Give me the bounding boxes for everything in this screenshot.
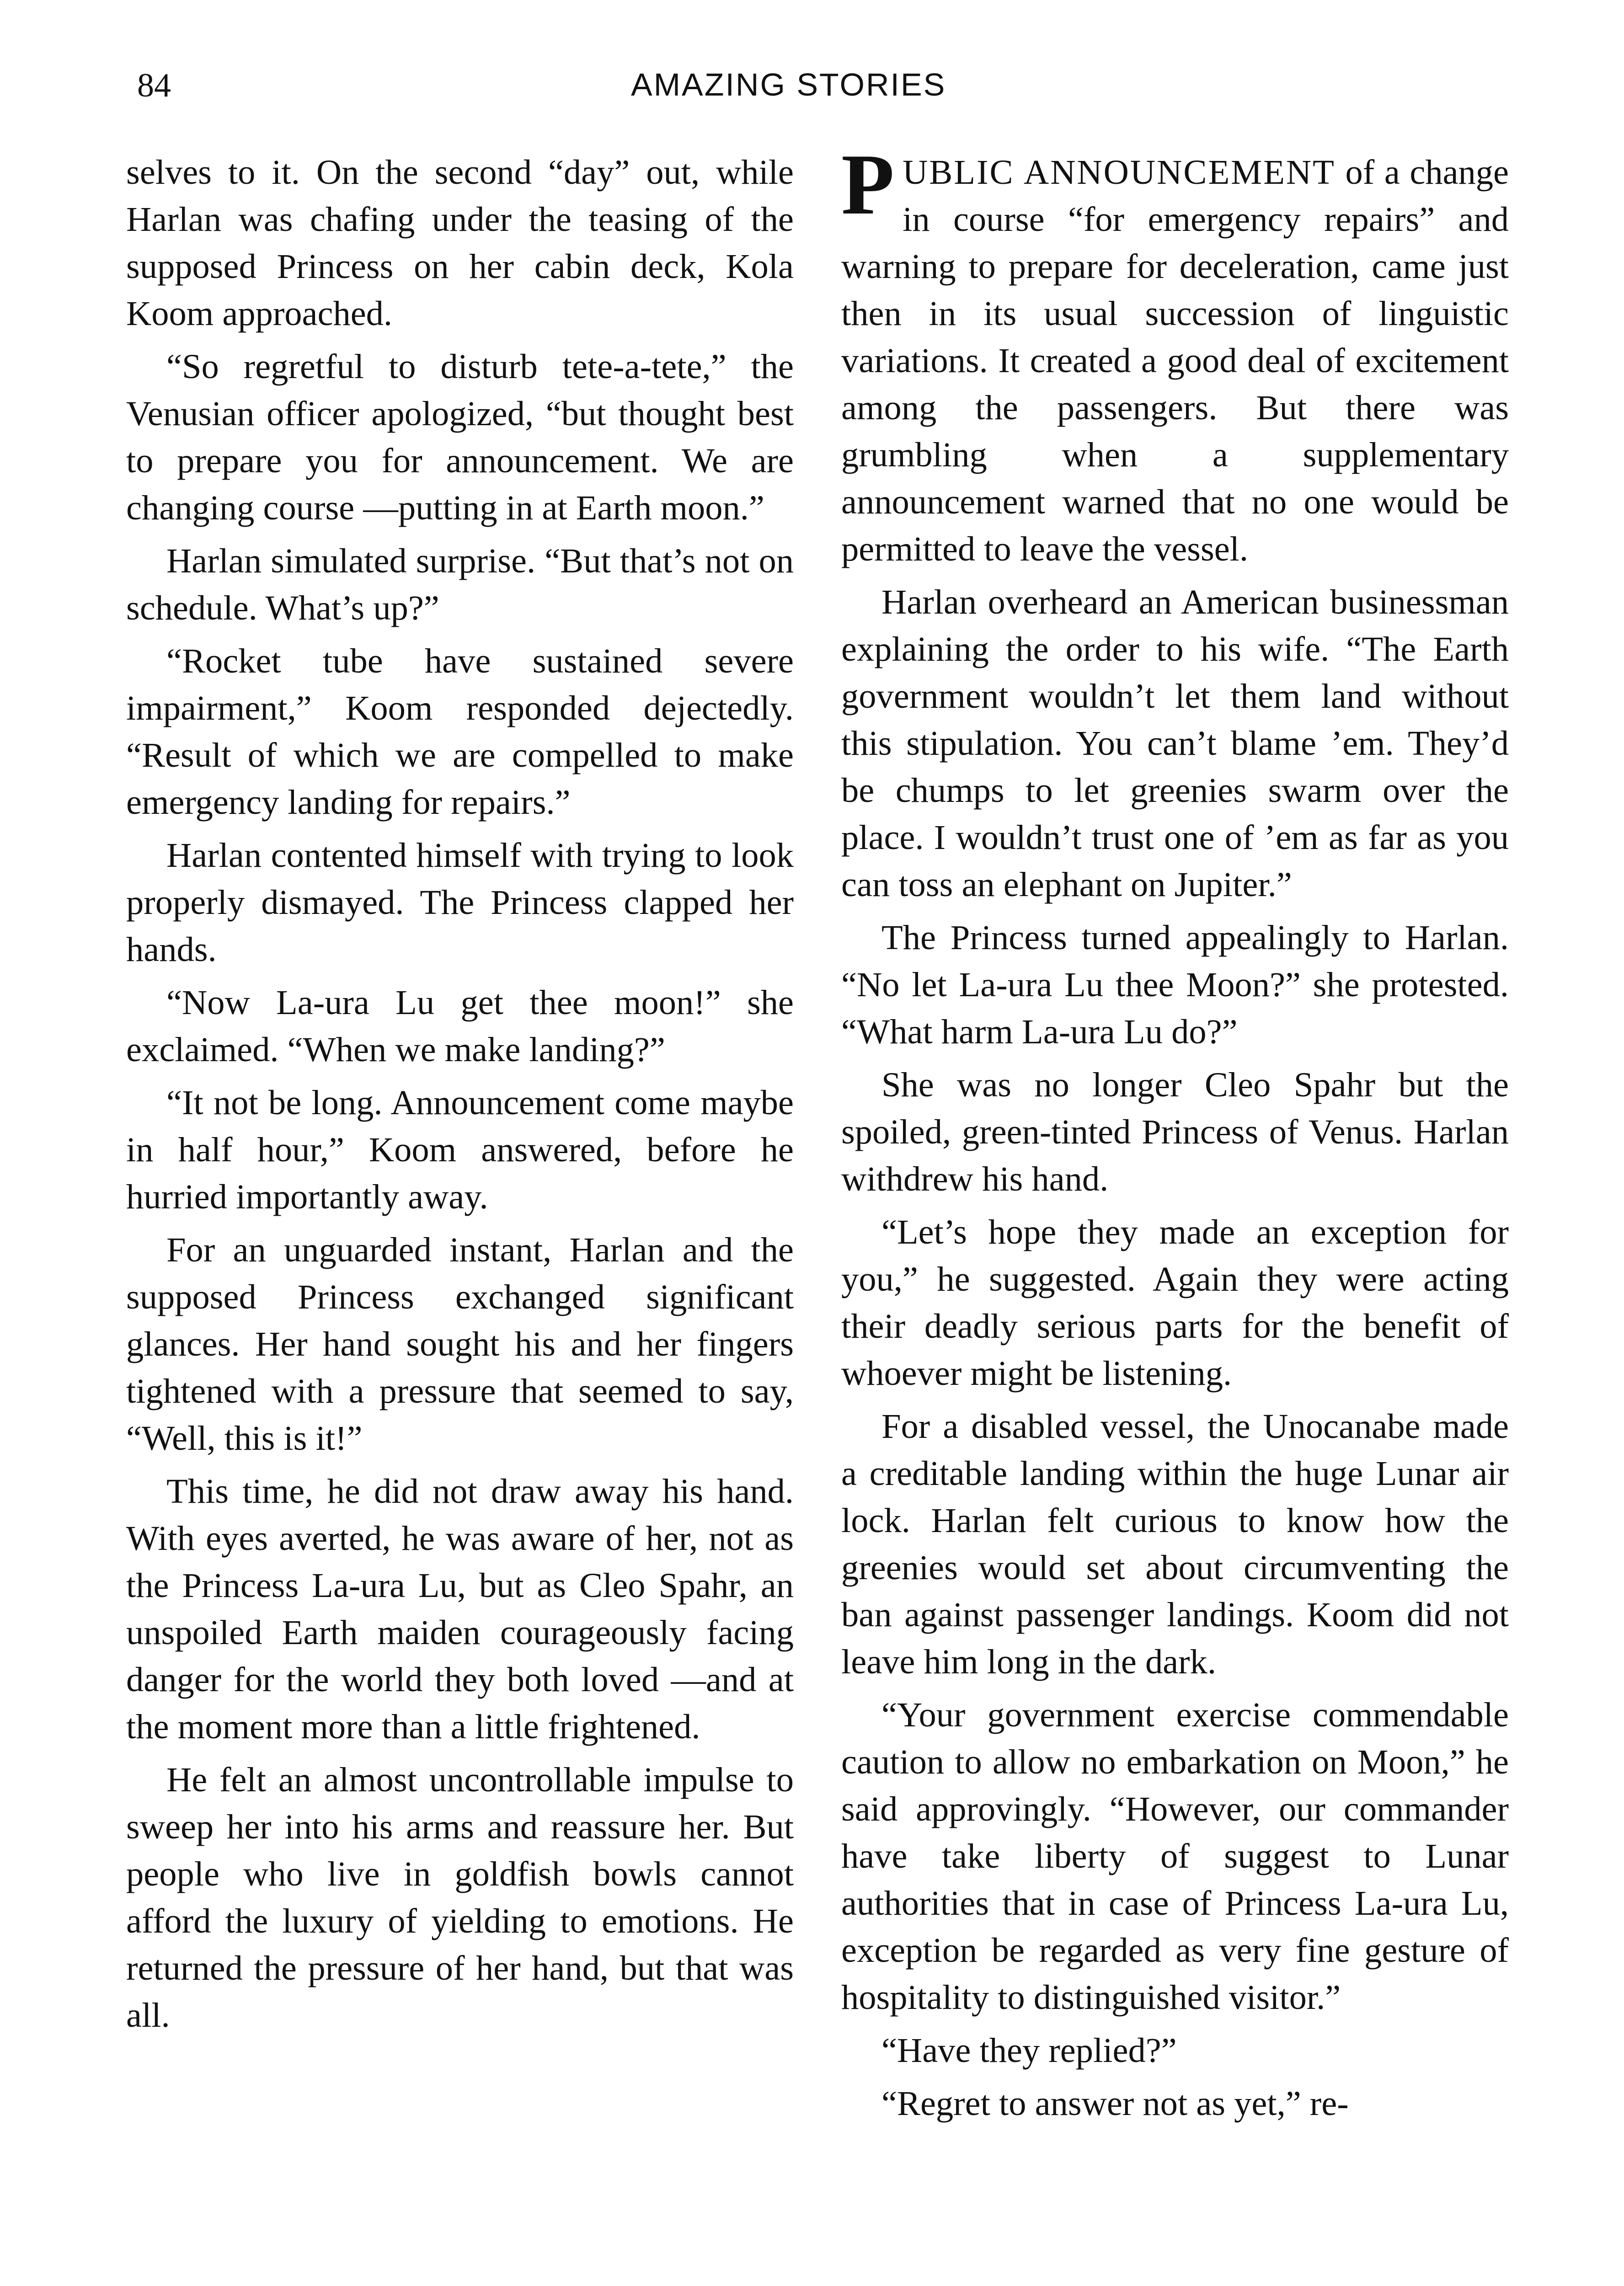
paragraph: “It not be long. Announcement come maybe in half hour,” Koom answered, before he hurried importantly away. — [126, 1083, 794, 1216]
paragraph: Harlan overheard an American businessman explaining the order to his wife. “The Earth government wouldn’t let them land without this stipulation. You can’t blame ’em. They’d be chumps to let greenies swarm over the place. I wouldn’t trust one of ’em as far as you can toss an elephant on Jupiter.” — [841, 582, 1509, 904]
paragraph: This time, he did not draw away his hand. With eyes averted, he was aware of her, not as the Princess La-ura Lu, but as Cleo Spahr, an unspoiled Earth maiden courageously facing danger for the world they both loved —and at the moment more than a little frightened. — [126, 1472, 794, 1746]
paragraph: “Now La-ura Lu get thee moon!” she exclaimed. “When we make landing?” — [126, 983, 794, 1069]
paragraph: “So regretful to disturb tete-a-tete,” the Venusian officer apologized, “but thought best to prepare you for announcement. We are changing course —putting in at Earth moon.” — [126, 347, 794, 527]
left-column — [126, 149, 794, 2045]
paragraph: For an unguarded instant, Harlan and the supposed Princess exchanged significant glances. Her hand sought his and her fingers tightened with a pressure that seemed to say, “Well, this is it!” — [126, 1230, 794, 1458]
page-number: 84 — [137, 67, 171, 104]
paragraph: She was no longer Cleo Spahr but the spoiled, green-tinted Princess of Venus. Harlan withdrew his hand. — [841, 1065, 1509, 1198]
paragraph: Harlan simulated surprise. “But that’s not on schedule. What’s up?” — [126, 541, 794, 627]
paragraph: “Rocket tube have sustained severe impairment,” Koom responded dejectedly. “Result of which we are compelled to make emergency landing for repairs.” — [126, 641, 794, 822]
paragraph: “Have they replied?” — [881, 2031, 1177, 2070]
running-head: AMAZING STORIES — [631, 67, 946, 102]
opening-paragraph — [841, 137, 1509, 572]
paragraph: Harlan contented himself with trying to look properly dismayed. The Princess clapped her hands. — [126, 836, 794, 969]
paragraph: For a disabled vessel, the Unocanabe made a creditable landing within the huge Lunar air lock. Harlan felt curious to know how the greenies would set about circumventing the ban against passenger landings. Koom did not leave him long in the dark. — [841, 1407, 1509, 1681]
right-column — [841, 137, 1509, 2133]
smallcaps-lead: UBLIC ANNOUNCEMENT — [903, 153, 1336, 192]
paragraph: The Princess turned appealingly to Harlan. “No let La-ura Lu thee Moon?” she protested. “What harm La-ura Lu do?” — [841, 918, 1509, 1051]
paragraph: selves to it. On the second “day” out, while Harlan was chafing under the teasing of the supposed Princess on her cabin deck, Kola Koom approached. — [126, 153, 794, 333]
paragraph: “Regret to answer not as yet,” re- — [881, 2084, 1349, 2123]
paragraph: “Your government exercise commendable caution to allow no embarkation on Moon,” he said approvingly. “However, our commander have take liberty of suggest to Lunar authorities that in case of Princess La-ura Lu, exception be regarded as very fine gesture of hospitality to distinguished visitor.” — [841, 1695, 1509, 2017]
opening-text: of a change in course “for emergency repairs” and warning to prepare for deceleration, came just then in its usual succession of linguistic variations. It created a good deal of excitement among the passengers. But there was grumbling when a supplementary announcement warned that no one would be permitted to leave the vessel. — [841, 153, 1509, 568]
paragraph: “Let’s hope they made an exception for you,” he suggested. Again they were acting their deadly serious parts for the benefit of whoever might be listening. — [841, 1212, 1509, 1393]
paragraph: He felt an almost uncontrollable impulse to sweep her into his arms and reassure her. But people who live in goldfish bowls cannot afford the luxury of yielding to emotions. He returned the pressure of her hand, but that was all. — [126, 1760, 794, 2035]
drop-cap: P — [841, 137, 895, 233]
